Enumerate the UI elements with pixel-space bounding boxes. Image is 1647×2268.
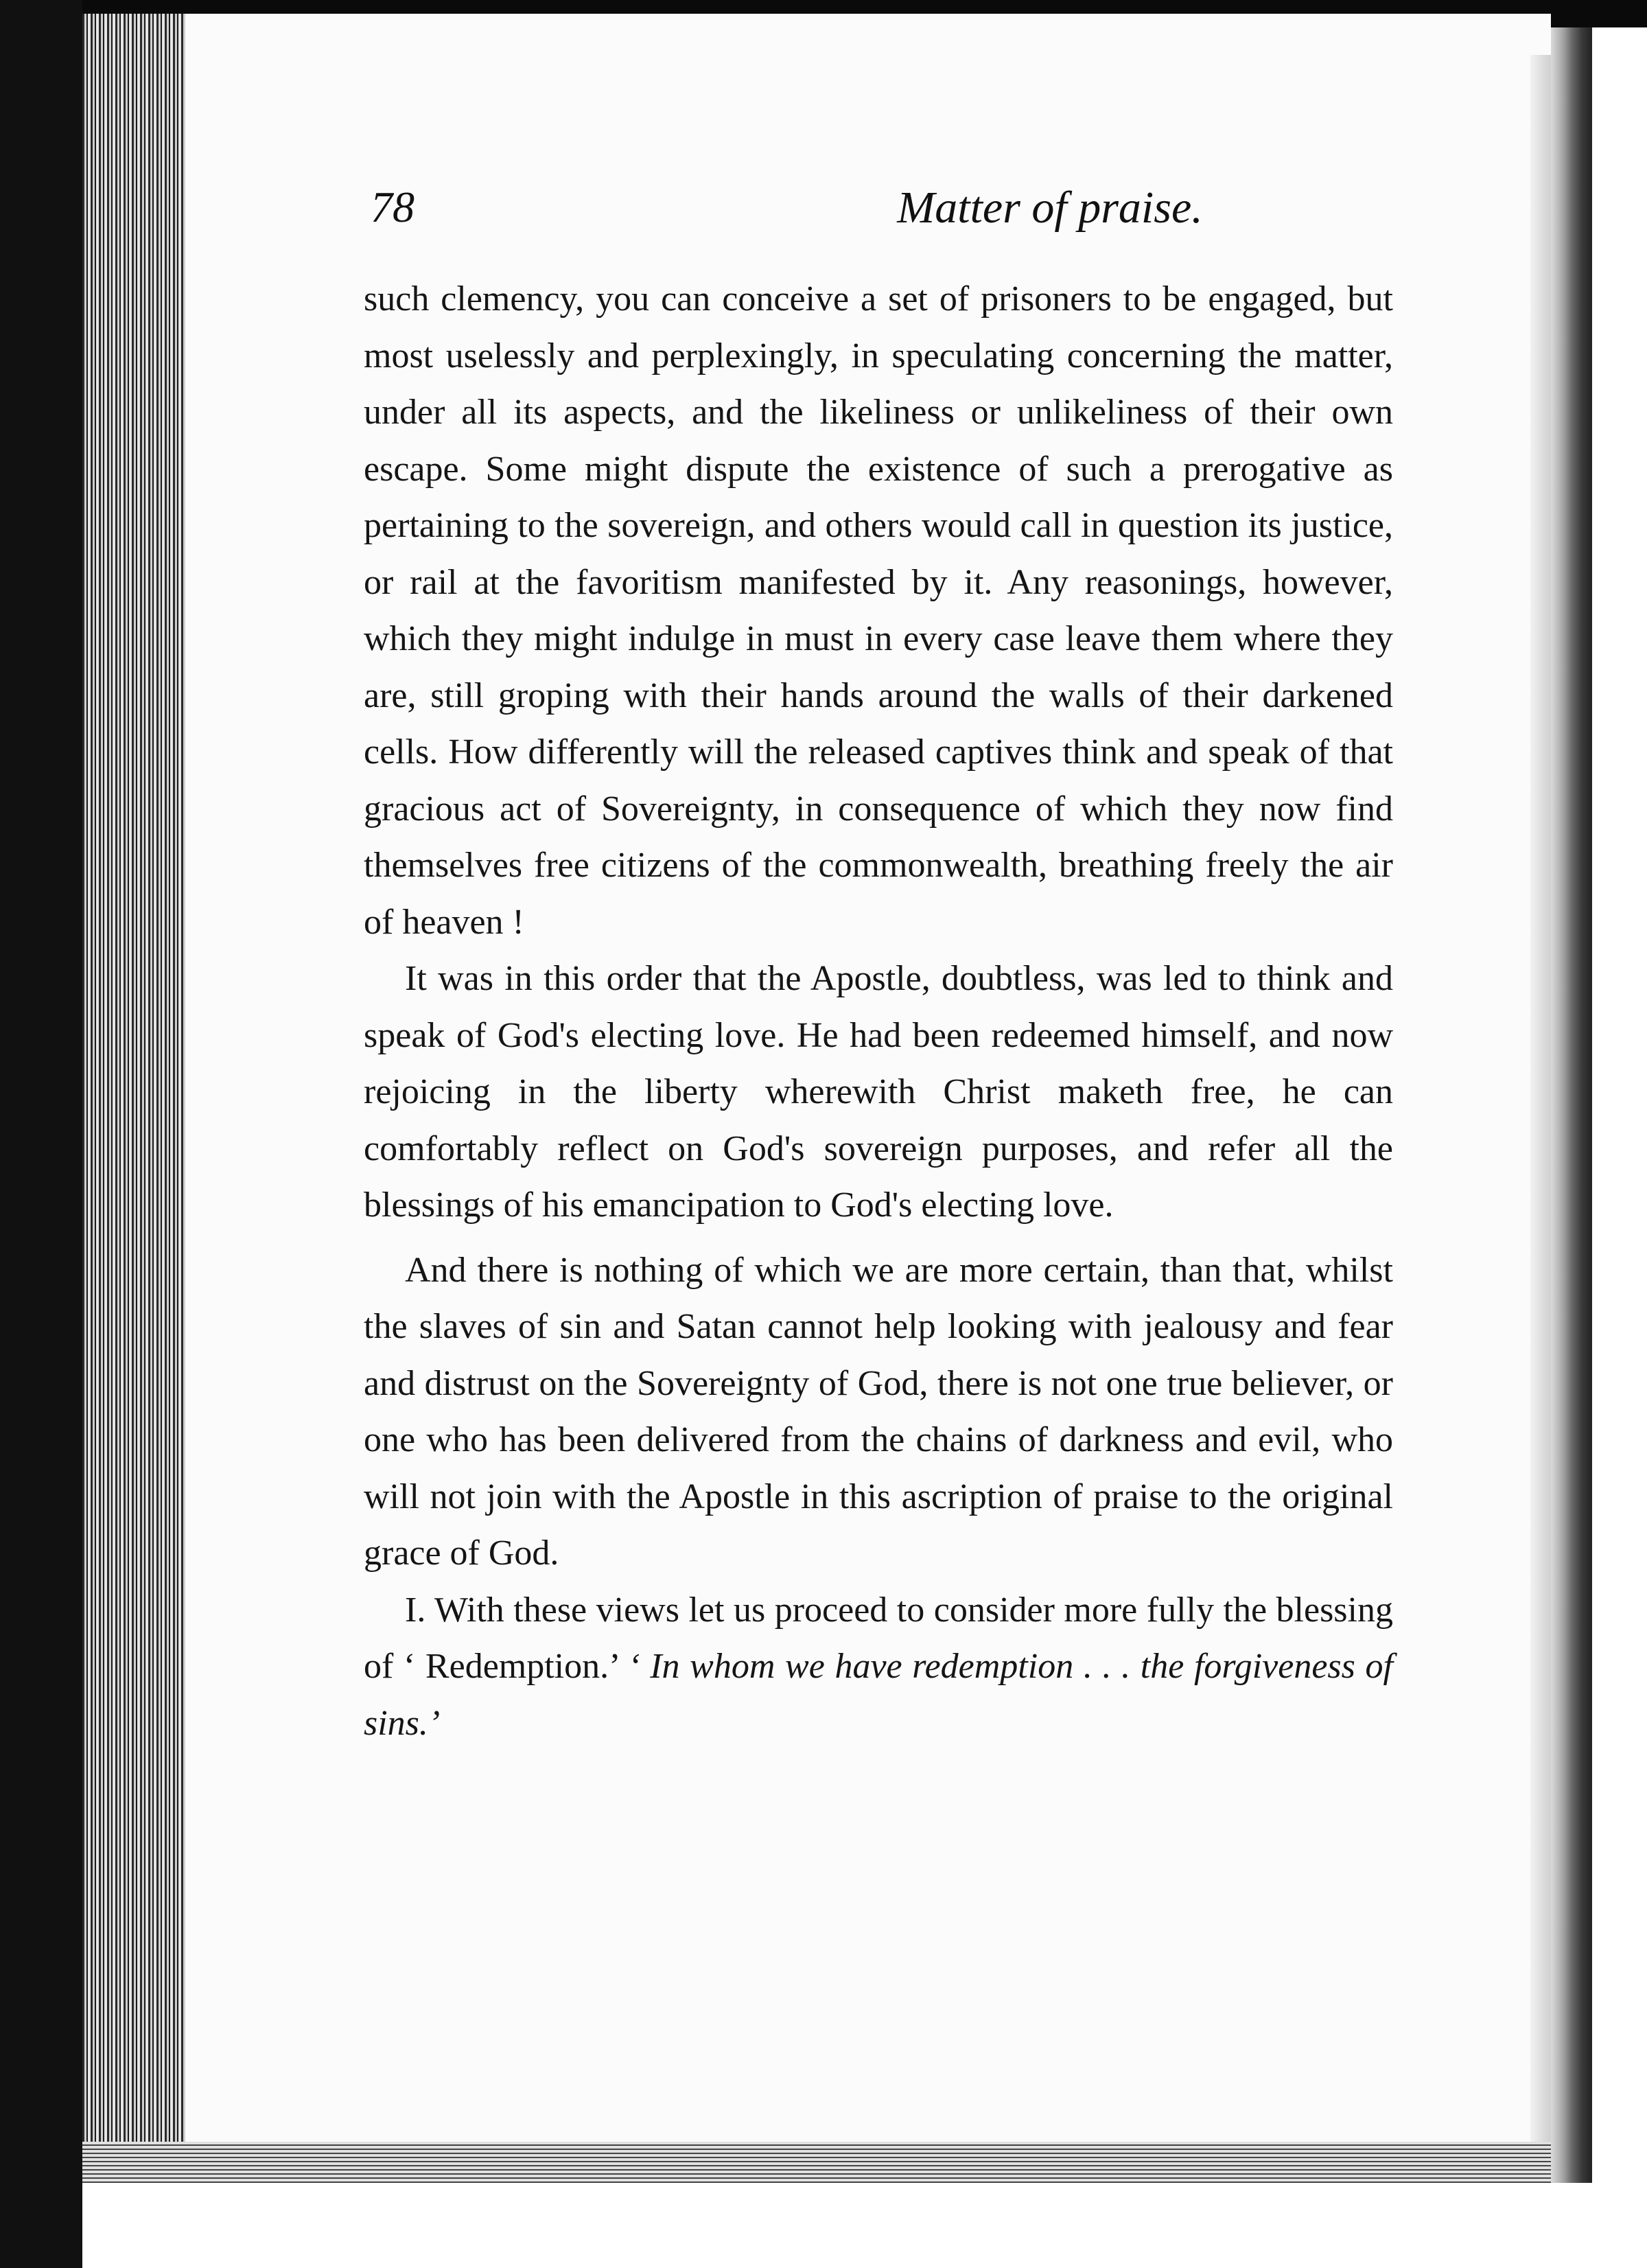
body-text [364, 271, 1393, 1752]
paragraph: And there is nothing of which we are more certain, than that, whilst the slaves of sin and Satan cannot help looking with jealousy and fear and distrust on the Sovereignty of God, there is not one true believer, or one who has been delivered from the chains of darkness and evil, who will not join with the Apostle in this ascription of praise to the original grace of God. [364, 1250, 1393, 1573]
scripture-quote: ‘ In whom we have redemption . . . the forgiveness of sins.’ [364, 1647, 1393, 1743]
paragraph: such clemency, you can conceive a set of prisoners to be engaged, but most uselessly and perplexingly, in speculating concerning the matter, under all its aspects, and the likeliness or unlikeliness of their own escape. Some might dispute the existence of such a prerogative as pertaining to the sovereign, and others would call in question its justice, or rail at the favoritism manifested by it. Any reasonings, however, which they might indulge in must in every case leave them where they are, still groping with their hands around the walls of their darkened cells. How differently will the released captives think and speak of that gracious act of Sovereignty, in consequence of which they now find themselves free citizens of the commonwealth, breathing freely the air of heaven ! [364, 279, 1393, 942]
book-right-edge [1551, 27, 1592, 2183]
running-head [371, 182, 1386, 257]
running-title: Matter of praise. [897, 183, 1203, 233]
book-bottom-edges [82, 2142, 1551, 2183]
page-number: 78 [371, 183, 414, 231]
book-page-edges [82, 14, 185, 2183]
paragraph [364, 1582, 1393, 1752]
paragraph: It was in this order that the Apostle, doubtless, was led to think and speak of God's electing love. He had been redeemed himself, and now rejoicing in the liberty wherewith Christ maketh free, he can comfortably reflect on God's sovereign purposes, and refer all the blessings of his emancipation to God's electing love. [364, 959, 1393, 1225]
paragraph-roman-text: I. With these views let us proceed to consider more fully the blessing of ‘ Redemption.’ [364, 1590, 1393, 1686]
scan-border-left [0, 0, 82, 2268]
page-gutter-shadow [1530, 55, 1551, 2169]
